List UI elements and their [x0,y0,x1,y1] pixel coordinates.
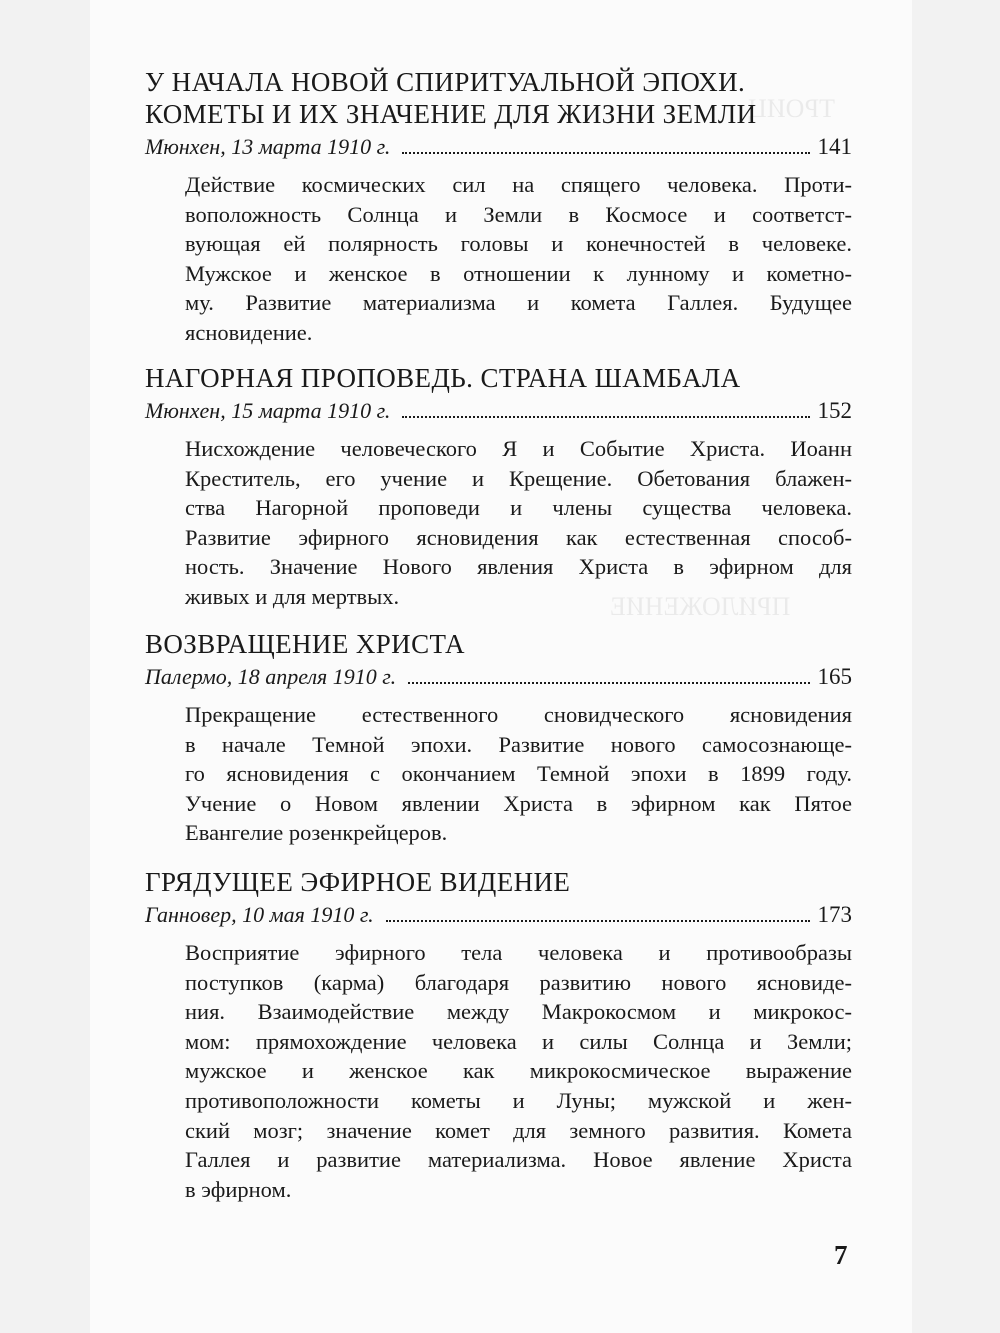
entry-meta [145,900,852,930]
entry-description [185,700,852,848]
dot-leader [386,919,810,922]
bleed-through-heading: ТРОИЦ [748,94,835,123]
entry-title-line: ВОЗВРАЩЕНИЕ ХРИСТА [145,629,465,659]
entry-page-number: 165 [817,664,852,689]
entry-place-date: Ганновер, 10 мая 1910 г. [145,902,374,927]
entry-description [185,938,852,1204]
book-page [90,0,912,1333]
description-line: Восприятие эфирного тела человека и противообразы [185,940,852,965]
entry-meta [145,662,852,692]
entry-title-line: ГРЯДУЩЕЕ ЭФИРНОЕ ВИДЕНИЕ [145,867,571,897]
description-line: Галлея и развитие материализма. Новое явление Христа [185,1147,852,1173]
entry-title-line: НАГОРНАЯ ПРОПОВЕДЬ. СТРАНА ШАМБАЛА [145,363,741,393]
entry-meta [145,132,852,162]
description-line: в начале Темной эпохи. Развитие нового самосознающе- [185,731,852,757]
entry-place-date: Мюнхен, 15 марта 1910 г. [145,398,391,423]
entry-title [145,866,852,898]
description-line: Креститель, его учение и Крещение. Обетования блажен- [185,465,852,491]
entry-title [145,628,852,660]
dot-leader [408,681,809,684]
entry-meta [145,396,852,426]
description-line: мужское и женское как микрокосмическое выражение [185,1058,852,1084]
bleed-through-appendix: ПРИЛОЖЕНИЕ [610,592,791,621]
description-line: противоположности кометы и Луны; мужской и жен- [185,1087,852,1113]
description-line: ность. Значение Нового явления Христа в эфирном для [185,554,852,580]
entry-title-line: У НАЧАЛА НОВОЙ СПИРИТУАЛЬНОЙ ЭПОХИ. [145,67,746,97]
description-line: ния. Взаимодействие между Макрокосмом и микрокос- [185,999,852,1025]
description-line: Мужское и женское в отношении к лунному и кометно- [185,260,852,286]
description-line: мом: прямохождение человека и силы Солнца и Земли; [185,1028,852,1054]
description-line: го ясновидения с окончанием Темной эпохи в 1899 году. [185,761,852,787]
entry-title-line: КОМЕТЫ И ИХ ЗНАЧЕНИЕ ДЛЯ ЖИЗНИ ЗЕМЛИ [145,99,757,129]
description-line: ства Нагорной проповеди и члены существа человека. [185,495,852,521]
toc-entry [145,66,852,348]
dot-leader [402,151,809,154]
description-line: живых и для мертвых. [185,583,400,609]
description-line: Учение о Новом явлении Христа в эфирном как Пятое [185,790,852,816]
entry-title [145,362,852,394]
description-line: Прекращение естественного сновидческого ясновидения [185,702,852,727]
toc-entry [145,628,852,848]
description-line: Развитие эфирного ясновидения как естественная способ- [185,524,852,550]
page-number: 7 [834,1240,848,1270]
entry-page-number: 152 [817,398,852,423]
description-line: поступков (карма) благодаря развитию нового ясновиде- [185,969,852,995]
entry-place-date: Палермо, 18 апреля 1910 г. [145,664,397,689]
description-line: Действие космических сил на спящего человека. Проти- [185,172,852,197]
entry-description [185,170,852,348]
entry-page-number: 141 [817,134,852,159]
description-line: ясновидение. [185,319,313,345]
description-line: Евангелие розенкрейцеров. [185,820,448,846]
toc-entry [145,362,852,612]
entry-title [145,66,852,130]
entry-place-date: Мюнхен, 13 марта 1910 г. [145,134,391,159]
description-line: ский мозг; значение комет для земного развития. Комета [185,1117,852,1143]
entry-page-number: 173 [817,902,852,927]
dot-leader [402,415,809,418]
entry-description [185,434,852,612]
description-line: воположность Солнца и Земли в Космосе и соответст- [185,201,852,227]
description-line: в эфирном. [185,1176,292,1202]
toc-entry [145,866,852,1204]
description-line: вующая ей полярность головы и конечностей в человеке. [185,231,852,257]
description-line: му. Развитие материализма и комета Галлея. Будущее [185,290,852,316]
description-line: Нисхождение человеческого Я и Событие Христа. Иоанн [185,436,852,461]
